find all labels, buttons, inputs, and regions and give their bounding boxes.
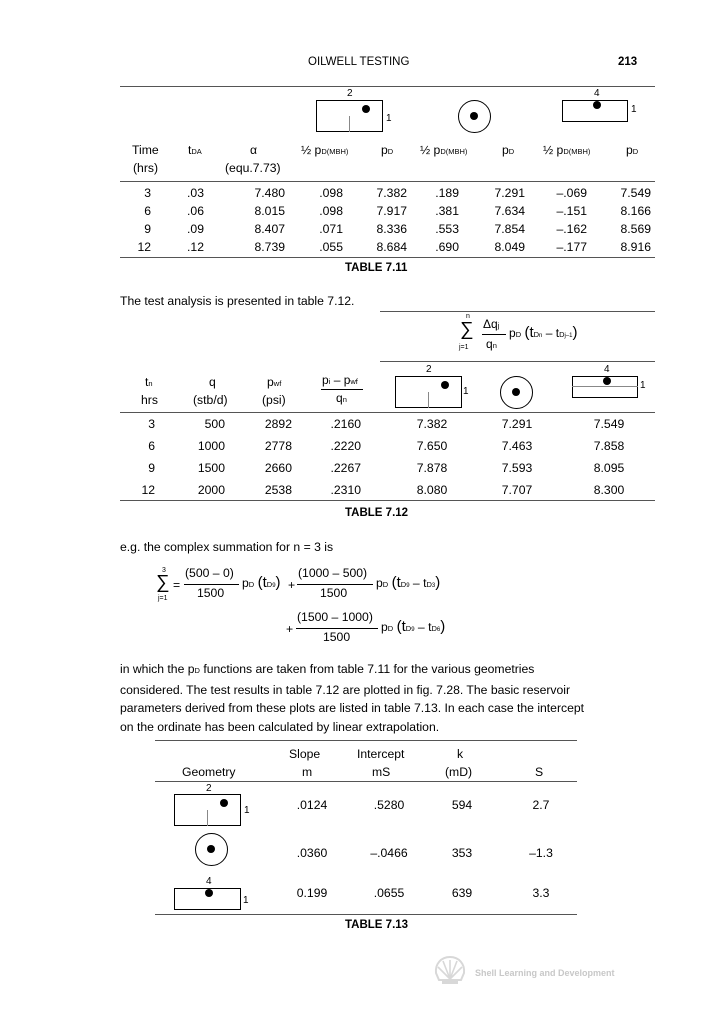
table-cell: .2160 — [330, 417, 361, 431]
running-header: OILWELL TESTING — [308, 56, 410, 68]
table-cell: 7.382 — [416, 417, 448, 431]
table-bottom-rule — [120, 500, 655, 501]
table-cell: 8.739 — [254, 240, 285, 254]
header-intercept: Intercept — [357, 747, 405, 761]
table-cell: 594 — [451, 798, 473, 812]
header-half-pd-1: ½ pD(MBH) — [301, 143, 349, 157]
header-pd-2: pD — [502, 143, 515, 157]
header-time-unit: (hrs) — [133, 161, 159, 175]
table-cell: 8.569 — [620, 222, 651, 236]
table-caption: TABLE 7.11 — [345, 262, 408, 274]
table-cell: .2310 — [330, 483, 361, 497]
header-intercept-unit: mS — [372, 765, 391, 779]
table-cell: 8.916 — [620, 240, 651, 254]
page-number: 213 — [618, 56, 638, 68]
table-cell: .189 — [435, 186, 459, 200]
table-cell: 2000 — [197, 483, 225, 497]
table-cell: 7.917 — [376, 204, 407, 218]
table-cell: 7.634 — [494, 204, 525, 218]
table-cell: 6 — [144, 204, 151, 218]
table-cell: –.177 — [556, 240, 587, 254]
table-cell: 7.593 — [501, 461, 533, 475]
table-cell: .055 — [319, 240, 343, 254]
table-cell: 7.480 — [254, 186, 285, 200]
header-k-unit: (mD) — [445, 765, 473, 779]
table-cell: 2892 — [264, 417, 292, 431]
header-tn: tn — [145, 375, 153, 389]
header-pd-3: pD — [626, 143, 639, 157]
table-cell: 7.858 — [593, 439, 625, 453]
header-tn-unit: hrs — [141, 393, 158, 407]
table-cell: 639 — [451, 886, 473, 900]
table-cell: 8.407 — [254, 222, 285, 236]
table-cell: .098 — [319, 186, 343, 200]
header-tda: tDA — [188, 143, 202, 157]
shell-logo-icon — [433, 955, 467, 985]
table-cell: –.069 — [556, 186, 587, 200]
table-bottom-rule — [120, 257, 655, 258]
table-cell: .553 — [435, 222, 459, 236]
table-cell: –.151 — [556, 204, 587, 218]
body-text: The test analysis is presented in table 7.12. — [120, 294, 355, 308]
table-cell: 9 — [148, 461, 155, 475]
table-cell: 0.199 — [296, 886, 328, 900]
table-cell: 8.049 — [494, 240, 525, 254]
table-cell: 3.3 — [532, 886, 550, 900]
table-cell: 8.080 — [416, 483, 448, 497]
table-cell: .06 — [187, 204, 204, 218]
body-text: e.g. the complex summation for n = 3 is — [120, 540, 334, 554]
table-cell: .0655 — [373, 886, 405, 900]
header-q-unit: (stb/d) — [193, 393, 228, 407]
table-cell: .098 — [319, 204, 343, 218]
table-top-rule — [380, 311, 655, 312]
header-s: S — [535, 765, 544, 779]
subheader-rule — [380, 361, 655, 362]
table-cell: 7.382 — [376, 186, 407, 200]
table-cell: 7.878 — [416, 461, 448, 475]
table-cell: –.0466 — [370, 846, 408, 860]
table-cell: –.162 — [556, 222, 587, 236]
header-slope: Slope — [289, 747, 321, 761]
header-rule — [155, 781, 577, 782]
table-cell: 353 — [451, 846, 473, 860]
table-cell: .690 — [435, 240, 459, 254]
table-cell: 12 — [137, 240, 151, 254]
header-rule — [120, 412, 655, 413]
header-rule — [120, 181, 655, 182]
table-cell: 6 — [148, 439, 155, 453]
table-cell: 3 — [148, 417, 155, 431]
table-cell: 7.291 — [501, 417, 533, 431]
table-cell: 2538 — [264, 483, 292, 497]
header-alpha: α — [250, 143, 258, 157]
table-cell: .0360 — [296, 846, 328, 860]
table-cell: 8.684 — [376, 240, 407, 254]
table-cell: 3 — [144, 186, 151, 200]
header-q: q — [209, 375, 216, 389]
header-pd-1: pD — [381, 143, 394, 157]
table-cell: 7.650 — [416, 439, 448, 453]
table-cell: .03 — [187, 186, 204, 200]
header-alpha-sub: (equ.7.73) — [225, 161, 281, 175]
table-cell: 7.854 — [494, 222, 525, 236]
table-cell: 8.166 — [620, 204, 651, 218]
table-bottom-rule — [155, 914, 577, 915]
table-cell: .5280 — [373, 798, 405, 812]
header-half-pd-3: ½ pD(MBH) — [543, 143, 591, 157]
table-cell: 8.095 — [593, 461, 625, 475]
table-cell: 12 — [141, 483, 155, 497]
table-cell: .381 — [435, 204, 459, 218]
table-cell: .2220 — [330, 439, 361, 453]
header-pwf-unit: (psi) — [262, 393, 286, 407]
table-top-rule — [155, 740, 577, 741]
header-time: Time — [132, 143, 159, 157]
table-cell: –1.3 — [529, 846, 553, 860]
table-cell: 500 — [204, 417, 225, 431]
table-cell: .12 — [187, 240, 204, 254]
table-cell: 7.707 — [501, 483, 533, 497]
table-cell: .2267 — [330, 461, 361, 475]
body-paragraph: in which the pD functions are taken from table 7.11 for the various geometries considered. The test results in table 7.12 are plotted in fig. 7.28. The basic reservoir parameters derived from these plots are listed in table 7.13. In each case the intercept on the ordinate has been calculated by linear extrapolation. — [120, 662, 585, 734]
header-half-pd-2: ½ pD(MBH) — [420, 143, 468, 157]
table-cell: 8.015 — [254, 204, 285, 218]
table-cell: .09 — [187, 222, 204, 236]
table-cell: 1500 — [197, 461, 225, 475]
header-geometry: Geometry — [182, 765, 236, 779]
header-slope-unit: m — [302, 765, 313, 779]
table-cell: 2.7 — [532, 798, 550, 812]
table-cell: 7.549 — [593, 417, 625, 431]
table-caption: TABLE 7.13 — [345, 919, 409, 931]
table-cell: 1000 — [197, 439, 225, 453]
table-top-rule — [120, 86, 655, 87]
table-cell: 8.300 — [593, 483, 625, 497]
table-cell: 7.291 — [494, 186, 525, 200]
table-cell: 7.549 — [620, 186, 651, 200]
table-cell: .0124 — [296, 798, 328, 812]
header-k: k — [457, 747, 464, 761]
table-cell: 2660 — [264, 461, 292, 475]
table-cell: 2778 — [264, 439, 292, 453]
header-pwf: pwf — [267, 375, 282, 389]
table-cell: 7.463 — [501, 439, 533, 453]
table-cell: 8.336 — [376, 222, 407, 236]
table-caption: TABLE 7.12 — [345, 507, 409, 519]
table-cell: .071 — [319, 222, 343, 236]
table-cell: 9 — [144, 222, 151, 236]
